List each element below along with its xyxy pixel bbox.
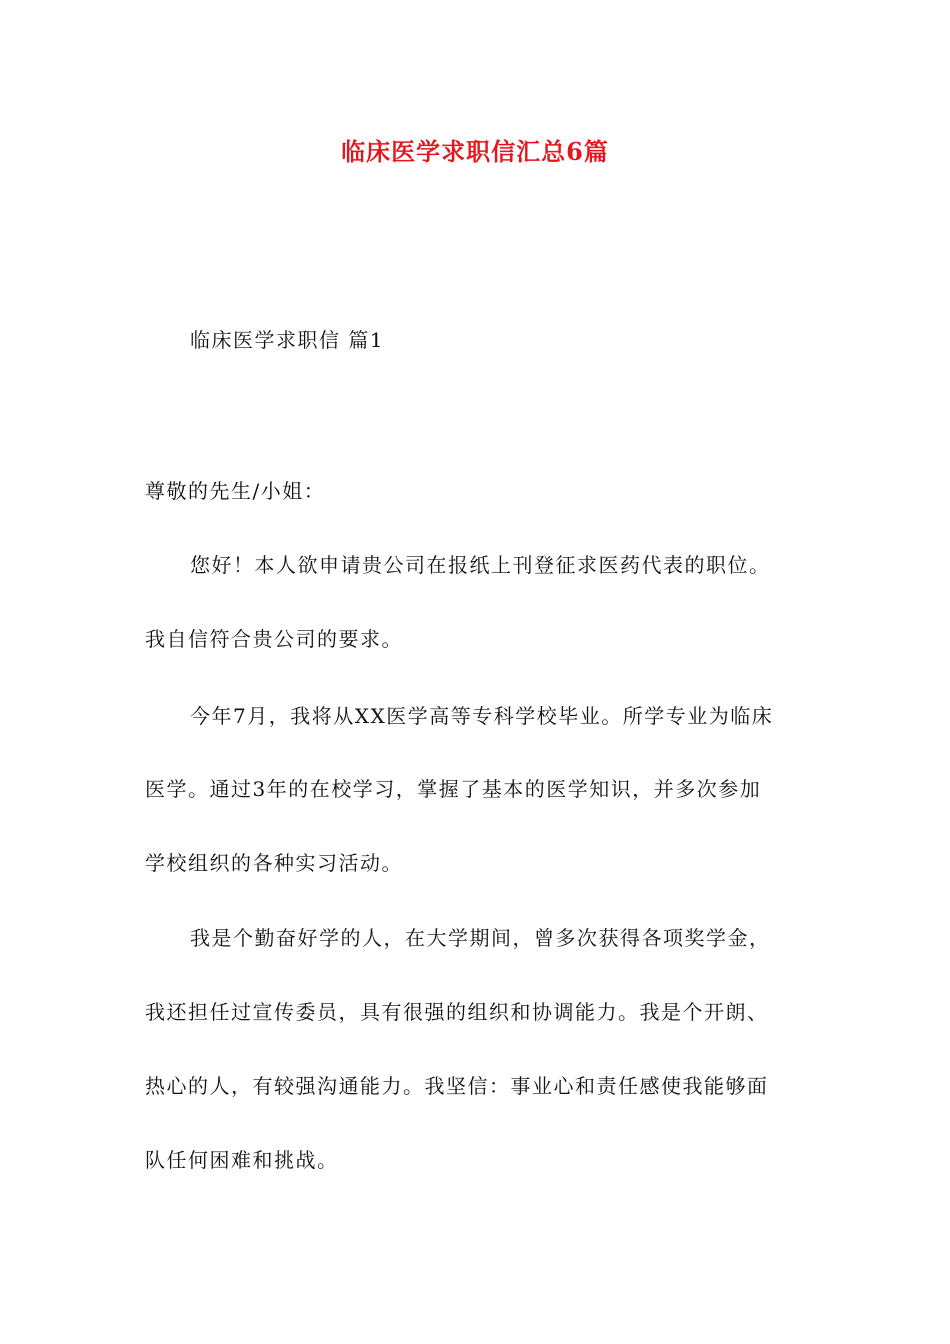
salutation: 尊敬的先生/小姐： <box>145 479 326 503</box>
section-heading: 临床医学求职信 篇1 <box>190 328 385 352</box>
body-line: 您好！本人欲申请贵公司在报纸上刊登征求医药代表的职位。 <box>190 553 771 577</box>
body-line: 我自信符合贵公司的要求。 <box>145 627 403 651</box>
body-line: 学校组织的各种实习活动。 <box>145 851 403 875</box>
body-line: 我还担任过宣传委员，具有很强的组织和协调能力。我是个开朗、 <box>145 1000 769 1024</box>
body-line: 热心的人，有较强沟通能力。我坚信：事业心和责任感使我能够面 <box>145 1074 769 1098</box>
body-line: 我是个勤奋好学的人，在大学期间，曾多次获得各项奖学金， <box>190 926 771 950</box>
document-title: 临床医学求职信汇总6篇 <box>341 137 609 166</box>
body-line: 队任何困难和挑战。 <box>145 1148 339 1172</box>
body-line: 今年7月，我将从XX医学高等专科学校毕业。所学专业为临床 <box>190 704 774 728</box>
body-line: 医学。通过3年的在校学习，掌握了基本的医学知识，并多次参加 <box>145 777 762 801</box>
